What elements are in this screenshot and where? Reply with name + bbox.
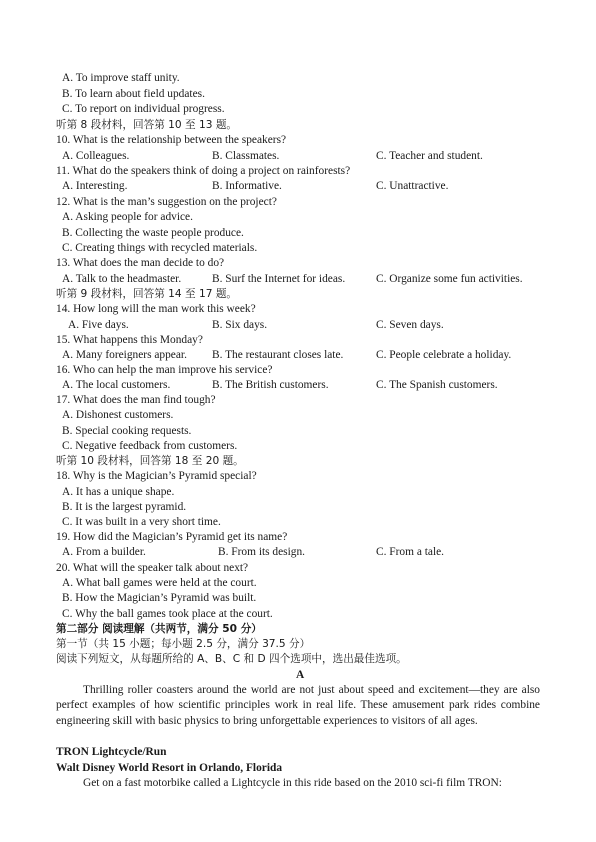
text-line: A. Many foreigners appear. (62, 349, 187, 361)
text-line: 18. Why is the Magician’s Pyramid special? (56, 470, 257, 482)
text-line: C. From a tale. (376, 546, 445, 558)
text-line: C. Why the ball games took place at the court. (62, 608, 273, 620)
text-line: B. Informative. (212, 180, 282, 192)
text-line: A. The local customers. (62, 379, 171, 391)
text-line: A (296, 669, 305, 681)
text-line: A. It has a unique shape. (62, 486, 175, 498)
text-line: 第二部分 阅读理解（共两节，满分 50 分） (56, 623, 262, 635)
text-line: B. The British customers. (212, 379, 329, 391)
text-line: A. To improve staff unity. (62, 72, 180, 84)
text-line: B. It is the largest pyramid. (62, 501, 187, 513)
text-line: 16. Who can help the man improve his service? (56, 364, 273, 376)
text-line: B. To learn about field updates. (62, 88, 205, 100)
text-line: 19. How did the Magician’s Pyramid get its name? (56, 531, 288, 543)
text-line: 14. How long will the man work this week? (56, 303, 256, 315)
text-line: 听第 10 段材料，回答第 18 至 20 题。 (56, 455, 244, 467)
text-line: A. What ball games were held at the court. (62, 577, 257, 589)
text-line: C. Organize some fun activities. (376, 273, 523, 285)
text-line: B. Collecting the waste people produce. (62, 227, 244, 239)
passage-a-intro: Thrilling roller coasters around the world are not just about speed and excitement—they are also perfect examples of how scientific principles work in real life. These amusement park rides combine engineering skill with basic physics to bring unforgettable experiences to visitors of all ages. (56, 684, 540, 727)
text-line: 12. What is the man’s suggestion on the project? (56, 196, 277, 208)
text-line: Walt Disney World Resort in Orlando, Florida (56, 762, 283, 774)
text-line: 13. What does the man decide to do? (56, 257, 225, 269)
text-line: 听第 9 段材料，回答第 14 至 17 题。 (56, 288, 238, 300)
text-line: 20. What will the speaker talk about next? (56, 562, 249, 574)
text-line: A. Talk to the headmaster. (62, 273, 182, 285)
text-line: 15. What happens this Monday? (56, 334, 203, 346)
text-line: B. Classmates. (212, 150, 280, 162)
text-line: TRON Lightcycle/Run (56, 746, 167, 758)
text-line: C. Negative feedback from customers. (62, 440, 238, 452)
text-line: 10. What is the relationship between the speakers? (56, 134, 287, 146)
text-line: C. It was built in a very short time. (62, 516, 221, 528)
text-line: C. Seven days. (376, 319, 444, 331)
text-line: C. People celebrate a holiday. (376, 349, 512, 361)
text-line: A. Interesting. (62, 180, 128, 192)
text-line: Get on a fast motorbike called a Lightcycle in this ride based on the 2010 sci-fi film TRON: (83, 777, 502, 789)
text-line: A. Dishonest customers. (62, 409, 174, 421)
text-line: C. The Spanish customers. (376, 379, 498, 391)
text-line: B. From its design. (218, 546, 306, 558)
text-line: C. To report on individual progress. (62, 103, 225, 115)
text-line: B. Special cooking requests. (62, 425, 192, 437)
text-line: C. Teacher and student. (376, 150, 483, 162)
text-line: A. Five days. (68, 319, 129, 331)
text-line: 第一节（共 15 小题；每小题 2.5 分，满分 37.5 分） (56, 638, 311, 650)
text-line: 阅读下列短文，从每题所给的 A、B、C 和 D 四个选项中，选出最佳选项。 (56, 653, 407, 665)
text-line: B. How the Magician’s Pyramid was built. (62, 592, 257, 604)
text-line: 17. What does the man find tough? (56, 394, 216, 406)
text-line: B. Six days. (212, 319, 268, 331)
text-line: 听第 8 段材料，回答第 10 至 13 题。 (56, 119, 238, 131)
text-line: A. From a builder. (62, 546, 146, 558)
text-line: A. Colleagues. (62, 150, 130, 162)
text-line: C. Creating things with recycled materials. (62, 242, 258, 254)
text-line: B. Surf the Internet for ideas. (212, 273, 346, 285)
text-line: B. The restaurant closes late. (212, 349, 344, 361)
text-line: 11. What do the speakers think of doing a project on rainforests? (56, 165, 351, 177)
text-line: A. Asking people for advice. (62, 211, 193, 223)
text-line: C. Unattractive. (376, 180, 449, 192)
